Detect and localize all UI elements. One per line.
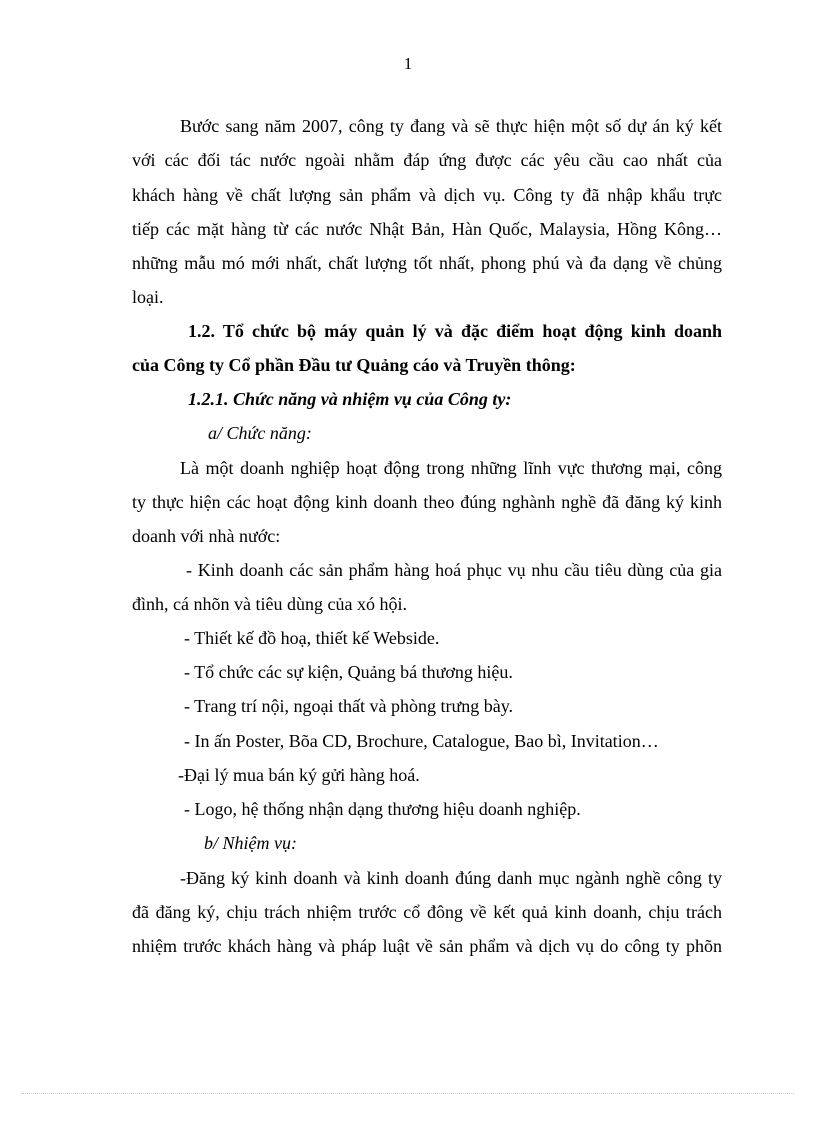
page-number: 1 [403, 54, 413, 73]
list-item: - Kinh doanh các sản phẩm hàng hoá phục vụ nhu cầu tiêu dùng của gia [186, 560, 722, 580]
text-line: những mẫu mó mới nhất, chất lượng tốt nhất, phong phú và đa dạng về chủng [132, 253, 722, 273]
heading-line: 1.2. Tổ chức bộ máy quản lý và đặc điểm hoạt động kinh doanh [188, 321, 722, 341]
list-item: - Logo, hệ thống nhận dạng thương hiệu doanh nghiệp. [184, 799, 581, 819]
text-line: ty thực hiện các hoạt động kinh doanh theo đúng nghành nghề đã đăng ký kinh [132, 492, 722, 512]
list-item: - In ấn Poster, Bõa CD, Brochure, Catalogue, Bao bì, Invitation… [184, 731, 659, 751]
list-item: đình, cá nhõn và tiêu dùng của xó hội. [132, 594, 407, 614]
list-item: - Thiết kế đồ hoạ, thiết kế Webside. [184, 628, 440, 648]
text-line: với các đối tác nước ngoài nhằm đáp ứng được các yêu cầu cao nhất của [132, 150, 722, 170]
functions-heading: a/ Chức năng: [208, 423, 312, 443]
text-line: doanh với nhà nước: [132, 526, 281, 546]
page-bottom-divider [22, 1093, 794, 1094]
text-line: đã đăng ký, chịu trách nhiệm trước cổ đông về kết quả kinh doanh, chịu trách [132, 902, 722, 922]
list-item: - Tổ chức các sự kiện, Quảng bá thương hiệu. [184, 662, 513, 682]
text-line: tiếp các mặt hàng từ các nước Nhật Bản, Hàn Quốc, Malaysia, Hồng Kông… [132, 219, 722, 239]
heading-line: của Công ty Cổ phần Đầu tư Quảng cáo và Truyền thông: [132, 355, 576, 375]
text-line: -Đăng ký kinh doanh và kinh doanh đúng danh mục ngành nghề công ty [180, 868, 722, 888]
text-line: Là một doanh nghiệp hoạt động trong những lĩnh vực thương mại, công [180, 458, 722, 478]
text-line: nhiệm trước khách hàng và pháp luật về sản phẩm và dịch vụ do công ty phõn [132, 936, 722, 956]
text-line: khách hàng về chất lượng sản phẩm và dịch vụ. Công ty đã nhập khẩu trực [132, 185, 722, 205]
subsection-heading: 1.2.1. Chức năng và nhiệm vụ của Công ty: [188, 389, 512, 409]
duties-heading: b/ Nhiệm vụ: [204, 833, 297, 853]
text-line: Bước sang năm 2007, công ty đang và sẽ thực hiện một số dự án ký kết [180, 116, 722, 136]
text-line: loại. [132, 287, 164, 307]
list-item: - Trang trí nội, ngoại thất và phòng trưng bày. [184, 696, 514, 716]
list-item: -Đại lý mua bán ký gửi hàng hoá. [178, 765, 420, 785]
